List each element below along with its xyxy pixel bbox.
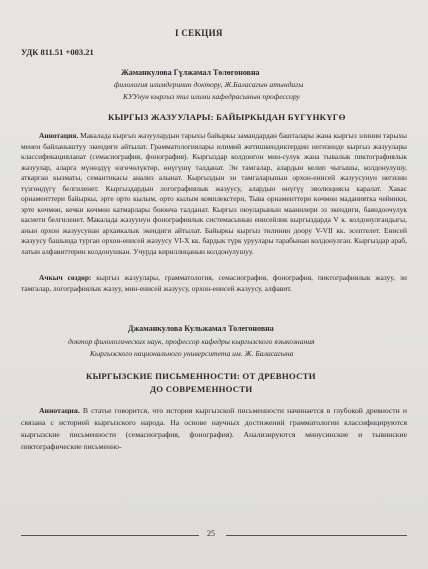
ru-affiliation-line-1: доктор филологических наук, профессор кафедры кыргызского языкознания: [68, 337, 315, 346]
ru-abstract-label: Аннотация.: [39, 406, 80, 415]
kg-author-name: Жаманкулова Гүлжамал Төлөгоновна: [121, 68, 260, 77]
ru-title-line-1: КЫРГЫЗСКИЕ ПИСЬМЕННОСТИ: ОТ ДРЕВНОСТИ: [86, 371, 316, 381]
kg-abstract-label: Аннотация.: [39, 131, 79, 140]
ru-abstract: [21, 405, 407, 453]
footer-rule-right: [226, 535, 407, 536]
ru-author-name: Джаманкулова Кульжамал Толегоновна: [128, 324, 274, 333]
ru-abstract-text: В статье говорится, что история кыргызской письменности начинается в глубокой древности и связана с историей кыргызского народа. На основе научных достижений грамматологии классифицируются кыргызские письменности (семасиография, фонография). Анализируются минусинские и тывинские пиктографические письменно-: [21, 406, 408, 451]
kg-keywords-label: Ачкыч сөздөр:: [39, 273, 92, 282]
section-heading: I СЕКЦИЯ: [175, 28, 223, 38]
kg-keywords-text: кыргыз жазуулары, грамматология, семасиография, фонография, пиктографиялык жазуу, эн тамгалар, логографиялык жазуу, мин-енисей жазуусу, орхон-енисей жазуусу, алфавит.: [21, 273, 407, 293]
page-footer: [21, 529, 407, 541]
kg-article-title: КЫРГЫЗ ЖАЗУУЛАРЫ: БАЙЫРКЫДАН БҮГҮНКҮГӨ: [108, 112, 346, 122]
kg-abstract-text: Макалада кыргыз жазуулардын тарыхы байыркы замандардан башталары жана кыргыз элинин тарыхы менен байланыштуу экендиги айтылат. Грамматологиялары илимий жетишкендиктердин негизинде кыргыз жазуулары классификацияланат (семасиография, фонография). Кыргыздар колдонгон мин-сулук жана тывалык пиктографиялык жазуулар, аларга мүнөздүү өзгөчөлүктөр, өнүгүшү талданат. Эн тамгалар, алардын келип чыгышы, колдонулушу, аткарган кызматы, семантикасы анализ алынат. Кыргыздын эн тамгаларынын орхон-енисей жазуусунун негизин түзгөндүгү белгиленет. Кыргыздардын логографиялык жазуусу, алардын өнүгүү эволюциясы каралат. Хакас орнаменттери байыркы, эрте орто кылым, орто кылым комплекстери, Тыва орнаменттери көчмөн маданиятка чейинки, эрте көчмөн, кечки көчмөн катмарлары боюнча талданат. Кыргыз оюуларынын маанилери эз экендиги, баяндоочулук касиети белгиленет. Макалада жазуунун фонографиялык системасынын енисейлик кыргыздарда V к. колдонулгандыгы, анын орхон жазуусунан архаикалык экендиги айтылат. Байыркы кыргыз тилинин доору V-VII кк. эсептелет. Енисей жазуусу башында турган орхон-енисей жазуусу VI-X кк. бардык түрк уруулары тарабынан колдонулган. Кыргыздар араб, латын алфавиттерин колдонушкан. Учурда кириллицанын колдонулушуу.: [21, 131, 407, 256]
page-number: 25: [207, 529, 215, 538]
kg-affiliation-line-1: филология илимдеринин доктору, Ж.Баласагын атындагы: [114, 80, 304, 89]
kg-keywords: [21, 273, 407, 294]
kg-affiliation-line-2: КУУнун кыргыз тил илими кафедрасынын профессору: [123, 92, 300, 101]
udk-code: УДК 811.51 +003.21: [21, 47, 94, 57]
kg-abstract: [21, 131, 407, 257]
ru-affiliation-line-2: Кыргызского национального университета им. Ж. Баласагына: [90, 349, 294, 358]
footer-rule-left: [21, 535, 199, 536]
ru-title-line-2: ДО СОВРЕМЕННОСТИ: [150, 384, 253, 394]
